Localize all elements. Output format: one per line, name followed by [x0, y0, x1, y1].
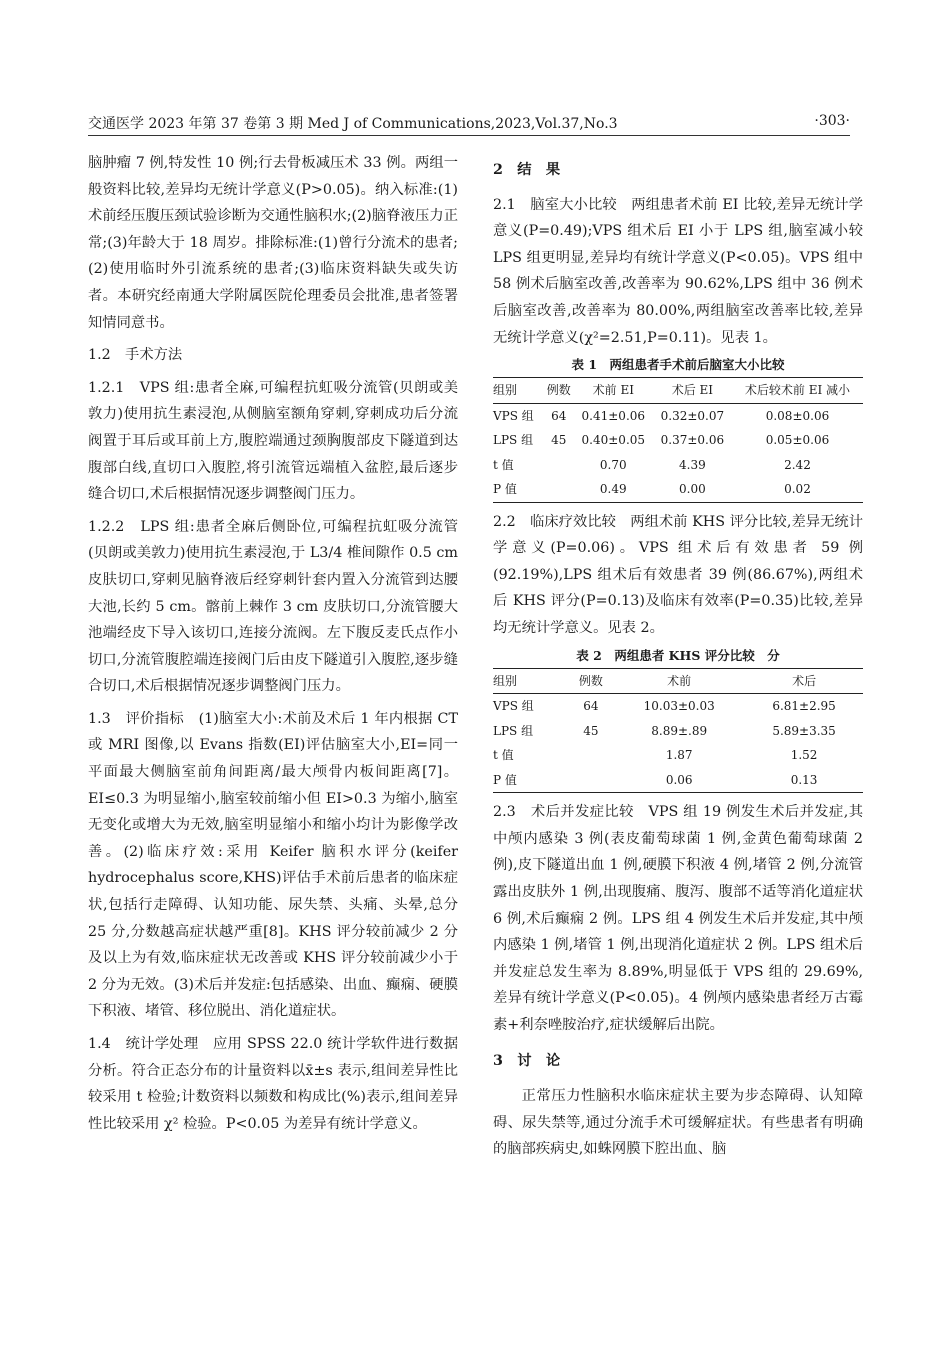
table-header-cell: 术前	[667, 673, 692, 688]
table-cell: 0.40±0.05	[581, 433, 646, 448]
table-cell: P 值	[493, 772, 517, 787]
paragraph-1-4: 1.4 统计学处理 应用 SPSS 22.0 统计学软件进行数据分析。符合正态分布的计量资料以x̄±s 表示,组间差异性比较采用 t 检验;计数资料以频数和构成比(%)表示,组间差异性比较采用 χ² 检验。P<0.05 为差异有统计学意义。	[88, 1036, 458, 1132]
table-cell: 0.13	[790, 772, 818, 787]
table-cell: VPS 组	[493, 699, 534, 714]
table-cell: 0.37±0.06	[660, 433, 725, 448]
paragraph-1-2-2: 1.2.2 LPS 组:患者全麻后侧卧位,可编程抗虹吸分流管(贝朗或美敦力)使用抗生素浸泡,于 L3/4 椎间隙作 0.5 cm 皮肤切口,穿刺见脑脊液后经穿刺针套内置入分流管到达腰大池,长约 5 cm。髂前上棘作 3 cm 皮肤切口,分流管腰大池端经皮下导入该切口,连接分流阀。左下腹反麦氏点作小切口,分流管腹腔端连接阀门后由皮下隧道引入腹腔,逐步缝合切口,术后根据情况逐步调整阀门压力。	[88, 518, 458, 695]
table-header-row	[493, 378, 863, 404]
table-header-cell: 例数	[578, 673, 603, 688]
table-cell: LPS 组	[493, 433, 534, 448]
table-header-cell: 例数	[546, 383, 571, 398]
table-row	[493, 743, 863, 768]
paragraph-1-2-1: 1.2.1 VPS 组:患者全麻,可编程抗虹吸分流管(贝朗或美敦力)使用抗生素浸泡,从侧脑室额角穿刺,穿刺成功后分流阀置于耳后或耳前上方,腹腔端通过颈胸腹部皮下隧道到达腹部白线,直切口入腹腔,将引流管远端植入盆腔,最后逐步缝合切口,术后根据情况逐步调整阀门压力。	[88, 379, 458, 503]
table-cell: 0.00	[679, 482, 706, 497]
right-column	[493, 155, 863, 1163]
table-2	[493, 668, 863, 794]
paragraph-1-3: 1.3 评价指标 (1)脑室大小:术前及术后 1 年内根据 CT 或 MRI 图像,以 Evans 指数(EI)评估脑室大小,EI=同一平面最大侧脑室前角间距离/最大颅骨内板间距离[7]。EI≤0.3 为明显缩小,脑室较前缩小但 EI>0.3 为缩小,脑室无变化或增大为无效,脑室明显缩小和缩小均计为影像学改善。(2)临床疗效:采用 Keifer 脑积水评分(keifer hydrocephalus score,KHS)评估手术前后患者的临床症状,包括行走障碍、认知功能、尿失禁、头痛、头晕,总分 25 分,分数越高症状越严重[8]。KHS 评分较前减少 2 分及以上为有效,临床症状无改善或 KHS 评分较前减少小于 2 分为无效。(3)术后并发症:包括感染、出血、癫痫、硬膜下积液、堵管、移位脱出、消化道症状。	[88, 710, 458, 1020]
table-cell: 8.89±.89	[651, 723, 708, 738]
table-cell: 6.81±2.95	[772, 699, 836, 714]
running-header	[88, 111, 850, 136]
table-cell: 45	[551, 433, 567, 448]
table-cell: t 值	[493, 457, 514, 472]
table-header-cell: 术后较术前 EI 减小	[744, 383, 851, 398]
table-row	[493, 453, 863, 478]
paragraph-baseline: 脑肿瘤 7 例,特发性 10 例;行去骨板减压术 33 例。两组一般资料比较,差异均无统计学意义(P>0.05)。纳入标准:(1)术前经压腹压颈试验诊断为交通性脑积水;(2)脑脊液压力正常;(3)年龄大于 18 周岁。排除标准:(1)曾行分流术的患者;(2)使用临时外引流系统的患者;(3)临床资料缺失或失访者。本研究经南通大学附属医院伦理委员会批准,患者签署知情同意书。	[88, 155, 458, 331]
table-cell: 45	[583, 723, 599, 738]
heading-1-2: 1.2 手术方法	[88, 347, 183, 364]
table-cell: 0.70	[599, 457, 627, 472]
table-cell: 0.02	[784, 482, 811, 497]
paragraph-3: 正常压力性脑积水临床症状主要为步态障碍、认知障碍、尿失禁等,通过分流手术可缓解症状。有些患者有明确的脑部疾病史,如蛛网膜下腔出血、脑	[493, 1088, 863, 1158]
table-cell: 0.05±0.06	[765, 433, 830, 448]
left-column	[88, 150, 458, 1137]
table-1-caption: 表 1 两组患者手术前后脑室大小比较	[571, 357, 785, 373]
table-row	[493, 694, 863, 719]
table-header-cell: 术前 EI	[592, 383, 634, 398]
table-cell: 64	[583, 699, 599, 714]
table-cell: 5.89±3.35	[772, 723, 836, 738]
page-number: ·303·	[814, 113, 850, 129]
table-cell: P 值	[493, 482, 517, 497]
table-cell: VPS 组	[493, 408, 534, 423]
table-header-row	[493, 668, 863, 694]
table-cell: t 值	[493, 748, 514, 763]
paragraph-2-3: 2.3 术后并发症比较 VPS 组 19 例发生术后并发症,其中颅内感染 3 例(表皮葡萄球菌 1 例,金黄色葡萄球菌 2 例),皮下隧道出血 1 例,硬膜下积液 4 例,堵管 2 例,分流管露出皮肤外 1 例,出现腹痛、腹泻、腹部不适等消化道症状 6 例,术后癫痫 2 例。LPS 组 4 例发生术后并发症,其中颅内感染 1 例,堵管 1 例,出现消化道症状 2 例。LPS 组术后并发症总发生率为 8.89%,明显低于 VPS 组的 29.69%,差异有统计学意义(P<0.05)。4 例颅内感染患者经万古霉素+利奈唑胺治疗,症状缓解后出院。	[493, 804, 863, 1033]
table-header-cell: 组别	[493, 383, 518, 398]
table-cell	[544, 477, 574, 502]
paragraph-2-2: 2.2 临床疗效比较 两组术前 KHS 评分比较,差异无统计学意义(P=0.06)。VPS 组术后有效患者 59 例(92.19%),LPS 组术后有效患者 39 例(86.67%),两组术后 KHS 评分(P=0.13)及临床有效率(P=0.35)比较,差异均无统计学意义。见表 2。	[493, 513, 863, 637]
table-cell: LPS 组	[493, 723, 534, 738]
table-row	[493, 719, 863, 744]
table-2-caption: 表 2 两组患者 KHS 评分比较 分	[576, 647, 780, 663]
table-cell: 64	[551, 408, 567, 423]
table-cell: 0.06	[665, 772, 693, 787]
table-row	[493, 768, 863, 793]
table-cell: 0.08±0.06	[765, 408, 830, 423]
table-cell: 0.49	[599, 482, 627, 497]
table-cell: 10.03±0.03	[643, 699, 715, 714]
journal-title: 交通医学 2023 年第 37 卷第 3 期 Med J of Communications,2023,Vol.37,No.3	[88, 116, 618, 132]
table-cell: 4.39	[679, 457, 706, 472]
table-cell	[544, 453, 574, 478]
table-header-cell: 组别	[493, 673, 518, 688]
heading-2-results: 2 结 果	[493, 162, 561, 178]
table-cell	[569, 768, 614, 793]
table-cell: 0.32±0.07	[660, 408, 725, 423]
table-header-cell: 术后 EI	[671, 383, 714, 398]
table-cell	[569, 743, 614, 768]
table-cell: 2.42	[784, 457, 811, 472]
table-cell: 0.41±0.06	[581, 408, 646, 423]
table-row	[493, 477, 863, 502]
table-row	[493, 428, 863, 453]
table-cell: 1.52	[790, 748, 818, 763]
paragraph-2-1: 2.1 脑室大小比较 两组患者术前 EI 比较,差异无统计学意义(P=0.49);VPS 组术后 EI 小于 LPS 组,脑室减小较 LPS 组更明显,差异均有统计学意义(P<0.05)。VPS 组中 58 例术后脑室改善,改善率为 90.62%,LPS 组中 36 例术后脑室改善,改善率为 80.00%,两组脑室改善率比较,差异无统计学意义(χ²=2.51,P=0.11)。见表 1。	[493, 196, 863, 346]
table-row	[493, 403, 863, 428]
table-1	[493, 377, 863, 503]
table-cell: 1.87	[665, 748, 693, 763]
table-header-cell: 术后	[792, 673, 817, 688]
heading-3-discussion: 3 讨 论	[493, 1053, 561, 1070]
